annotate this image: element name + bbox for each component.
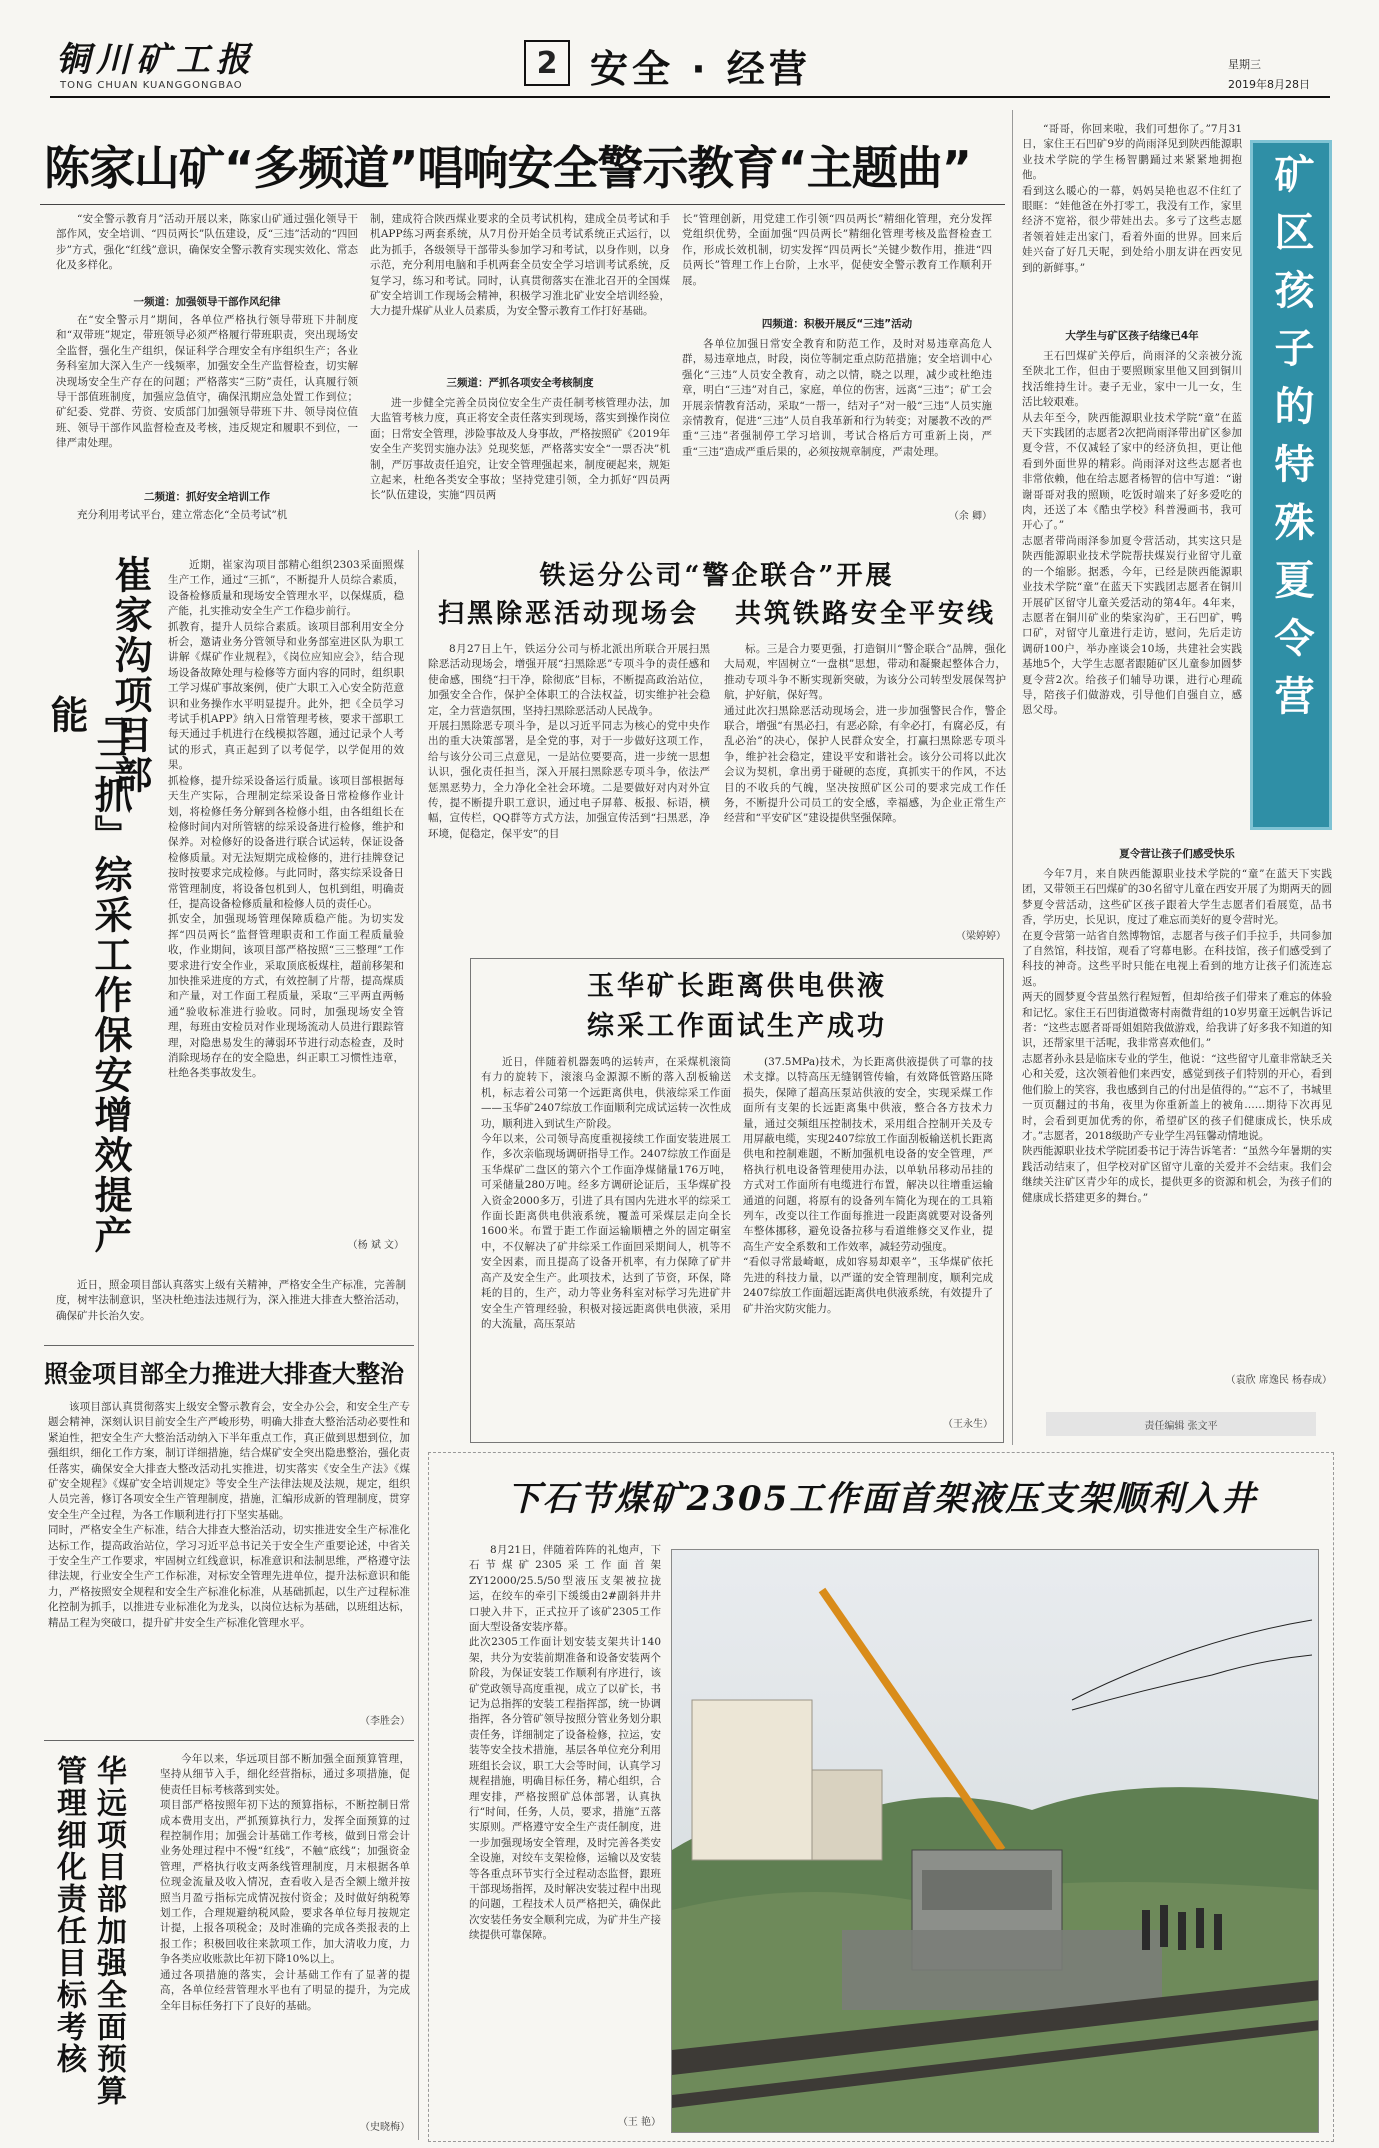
yuhua-title-1: 玉华矿长距离供电供液 <box>587 971 887 1002</box>
lead-title: 陈家山矿“多频道”唱响安全警示教育“主题曲” <box>44 141 971 195</box>
right-column-bottom <box>1022 840 1332 1400</box>
lead-para-1: 在“安全警示月”期间，各单位严格执行领导带班下井制度和“双带班”规定，带班领导必须严格履行带班职责，突出现场安全监督，强化生产组织，保证科学合理安全有序组织生产；各业务科室加大深入生产一线频率，加强安全生产监督检查，切实解决现场安全生产存在的问题；严格落实“三防”责任，认真履行领导干部值班制度，加强应急值守，确保汛期应急处置工作到位；矿纪委、党群、劳资、安质部门加强领导带班下井、领导岗位值班、领导干部作风监督检查及考核，违反规定和履职不到位，一律严肃处理。 <box>56 314 358 450</box>
cuijiagou-tail-wrap <box>56 1278 406 1340</box>
right-body-1: “哥哥，你回来啦，我们可想你了。”7月31日，家住王石凹矿9岁的尚雨泽见到陕西能源职业技术学院的学生杨智鹏踊过来紧紧地拥抱他。 看到这么暖心的一幕，妈妈吴艳也忍不住红了眼眶：“娃他爸在外打零工，我没有工作，家里经济不宽裕，很少带娃出去。多亏了这些志愿者领着娃走出家门，看着外面的世界。回来后娃兴奋了好几天呢，到处给小朋友讲在西安见到的新鲜事。” <box>1022 123 1242 274</box>
lead-para-5: 长”管理创新，用党建工作引领“四员两长”精细化管理，充分发挥党组织优势，全面加强“四员两长”精细化管理考核及监督检查工作，形成长效机制，切实发挥“四员两长”关键少数作用，推进“四员两长”管理工作上台阶，上水平，促使安全警示教育工作顺利开展。 <box>682 213 992 287</box>
divider-1 <box>44 1345 414 1346</box>
tieyun-title-left: 扫黑除恶活动现场会 <box>438 599 700 629</box>
tieyun-author: （梁婷婷） <box>956 931 1006 942</box>
lead-para-3: 制，建成符合陕西煤业要求的全员考试机构，建成全员考试和手机APP练习两套系统，从7月份开始全员考试系统正式运行，以此为抓手，各级领导干部带头参加学习和考试，以身作则，以身示范，充分利用电脑和手机两套全员安全学习培训考试系统，反复学习，练习和考试。同时，认真贯彻落实在淮北召开的全国煤矿安全培训工作现场会精神，积极学习淮北矿业安全培训经验，大力提升煤矿从业人员素质，为安全警示教育工作打好基础。 <box>370 213 670 318</box>
yuhua-article <box>470 958 1004 1443</box>
lead-column-1 <box>56 212 358 532</box>
weekday: 星期三 <box>1228 58 1261 71</box>
tieyun-title-2 <box>428 594 1006 634</box>
huayuan-body-wrap <box>160 1752 410 2137</box>
right-author: （袁欣 席逸民 杨春成） <box>1225 1375 1332 1386</box>
xiashijie-article <box>428 1452 1334 2142</box>
cuijiagou-body-wrap <box>168 558 404 1258</box>
editor-credit: 责任编辑 张文平 <box>1144 1420 1218 1432</box>
column-separator-left <box>418 550 419 2140</box>
zhaojin-body-wrap <box>48 1400 410 1730</box>
lead-para-2: 充分利用考试平台，建立常态化“全员考试”机 <box>77 509 288 521</box>
lead-subhead-4: 四频道：积极开展反“三违”活动 <box>761 318 913 330</box>
yuhua-author: （王永生） <box>943 1419 993 1430</box>
tieyun-col-2: 标。三是合力要更强，打造铜川“警企联合”品牌，强化大局观，牢固树立“一盘棋”思想，带动和凝聚起整体合力，推动专项斗争不断实现新突破，为该分公司转型发展保驾护航，护好航，保好驾。 通过此次扫黑除恶活动现场会，进一步加强警民合作，警企联合，增强“有黑必扫，有恶必除，有伞必打，有腐必反，有乱必治”的决心，保护人民群众安全，打赢扫黑除恶专项斗争，维护社会稳定，建设平安和谐社会。该分公司将以此次会议为契机，拿出勇于碰硬的态度，真抓实干的作风，不达目的不收兵的气魄，坚决按照矿区公司的要求完成工作任务，不断提升公司员工的安全感，幸福感，为企业正常生产经营和“平安矿区”建设提供坚强保障。 <box>724 643 1006 825</box>
huayuan-body: 今年以来，华远项目部不断加强全面预算管理，坚持从细节入手，细化经营指标，通过多项措施，促使责任目标考核落到实处。 项目部严格按照年初下达的预算指标，不断控制日常成本费用支出，严抓预算执行力，发挥全面预算的过程控制作用；加强会计基础工作考核，做到日常会计业务处理过程中不慢“红线”，不触“底线”；加强资金管理，严格执行收支两条线管理制度，月末根据各单位现金流量及收入情况，查看收入是否全额上缴并按照当月盈亏指标完成情况按付资金；及时做好纳税筹划工作，合理规避纳税风险，要求各单位每月按规定计提，上报各项税金；及时准确的完成各类报表的上报工作；积极回收往来款项工作，加大清收力度，力争各类应收账款比年初下降10%以上。 通过各项措施的落实，会计基础工作有了显著的提高，各单位经营管理水平也有了明显的提升，为完成全年目标任务打下了良好的基础。 <box>160 1753 410 2012</box>
cuijiagou-unit: 崔家沟项目部 <box>108 555 152 795</box>
right-body-2: 王石凹煤矿关停后，尚雨泽的父亲被分流至陕北工作，但由于要照顾家里他又回到铜川找活维持生计。妻子无业，家中一儿一女，生活比较艰难。 从去年至今，陕西能源职业技术学院“童”在蓝天下实践团的志愿者2次把尚雨泽带出矿区参加夏令营，不仅减轻了家中的经济负担，更让他看到外面世界的精彩。尚雨泽对这些志愿者也非常依赖，他在给志愿者杨智的信中写道：“谢谢哥哥对我的照顾，吃饭时端来了好多爱吃的肉，还送了本《酷虫学校》科普漫画书，我可开心了。” 志愿者带尚雨泽参加夏令营活动，其实这只是陕西能源职业技术学院帮扶煤炭行业留守儿童的一个缩影。据悉，今年，已经是陕西能源职业技术学院“童”在蓝天下实践团志愿者在铜川开展矿区留守儿童关爱活动的第4年。4年来，志愿者在铜川矿业的柴家沟矿，王石凹矿，鸭口矿，对留守儿童进行走访，慰问，先后走访调研100户，举办座谈会10场，共建社会实践基地5个，大学生志愿者跟随矿区儿童参加圆梦夏令营2次。给孩子们辅导功课，进行心理疏导，陪孩子们做游戏，引导他们自强自立，感恩父母。 <box>1022 350 1242 717</box>
yuhua-col-1: 近日，伴随着机器轰鸣的运转声，在采煤机滚筒有力的旋转下，滚滚乌金源源不断的落入刮板输送机，标志着公司第一个远距离供电，供液综采工作面——玉华矿2407综放工作面顺利完成试运转一次性成功，顺利进入到试生产阶段。 今年以来，公司领导高度重视接续工作面安装进展工作，多次亲临现场调研指导工作。2407综放工作面是玉华煤矿二盘区的第六个工作面净煤储量176万吨，可采储量280万吨。经多方调研论证后，玉华煤矿投入资金2000多万，引进了具有国内先进水平的综采工作面长距离供电供液系统，覆盖可采煤层走向全长1600米。布置于距工作面运输顺槽之外的固定硐室中，不仅解决了矿井综采工作面回采期间人，机等不安全因素，而且提高了设备开机率，有力保障了矿井高产及安全生产。此项技术，达到了节资，环保，降耗的目的，生产，动力等业务科室对标学习先进矿井安全生产管理经验，积极对接远距离供电供液，采用的大流量，高压泵站 <box>481 1056 731 1330</box>
cuijiagou-title <box>44 555 164 1255</box>
cuijiagou-author: （杨 斌 文） <box>347 1240 404 1251</box>
zhaojin-title: 照金项目部全力推进大排查大整治 <box>44 1360 404 1388</box>
masthead-rule <box>50 96 1330 98</box>
lead-author: （余 卿） <box>948 511 992 522</box>
right-body-3: 今年7月，来自陕西能源职业技术学院的“童”在蓝天下实践团，又带领王石凹煤矿的30名留守儿童在西安开展了为期两天的圆梦夏令营活动，这些矿区孩子跟着大学生志愿者们看展览，品书香，学历史，长见识，度过了难忘而美好的夏令营时光。 在夏令营第一站省自然博物馆，志愿者与孩子们手拉手，共同参加了自然馆，科技馆，观看了穹幕电影。在科技馆，孩子们感受到了科技的神奇。这些平时只能在电视上看到的地方让孩子们流连忘返。 两天的圆梦夏令营虽然行程短暂，但却给孩子们带来了难忘的体验和记忆。家住王石凹街道微寄村南微背组的10岁男童王远帆告诉记者：“这些志愿者哥哥姐姐陪我做游戏，给我讲了好多我不知道的知识，还帮家里干活呢，我非常喜欢他们。” 志愿者孙永县是临床专业的学生，他说：“这些留守儿童非常缺乏关心和关爱，这次领着他们来西安，感觉到孩子们特别的开心，看到他们脸上的笑容，我也感到自己的付出是值得的。”“忘不了，书城里一页页翻过的书角，夜里为你重新盖上的被角……期待下次再见时，会看到更加优秀的你，希望矿区的孩子们健康成长，快乐成才。”志愿者，2018级助产专业学生冯钰馨动情地说。 陕西能源职业技术学院团委书记于涛告诉笔者：“虽然今年暑期的实践活动结束了，但学校对矿区留守儿童的关爱并不会结束。我们会继续关注矿区青少年的成长，提供更多的资源和机会，为孩子们的健康成长搭建更多的舞台。” <box>1022 868 1332 1204</box>
huayuan-headline: 华远项目部加强全面预算管理细化责任目标考核 <box>51 1755 126 2107</box>
lead-intro: “安全警示教育月”活动开展以来，陈家山矿通过强化领导干部作风，安全培训、“四员两长”队伍建设，反“三违”活动的“四回步”方式，强化“红线”意识，确保安全警示教育实现实效化、常态化及多样化。 <box>56 213 358 272</box>
lead-subhead-1: 一频道：加强领导干部作风纪律 <box>133 296 281 308</box>
tieyun-article <box>428 550 1006 952</box>
yuhua-title-2: 综采工作面试生产成功 <box>587 1011 887 1042</box>
tieyun-title-1: 铁运分公司“警企联合”开展 <box>539 561 895 591</box>
lead-para-4: 进一步健全完善全员岗位安全生产责任制考核管理办法，加大监管考核力度，真正将安全责任落实到现场，落实到操作岗位面；日常安全管理，涉险事故及人身事故，严格按照矿《2019年安全生产奖罚实施办法》兑现奖惩，严格落实安全“一票否决”机制，严厉事故责任追究，让安全管理强起来，制度硬起来，规矩立起来，杜绝各类安全事故；坚持党建引领，全力抓好“四员两长”队伍建设，实施“四员两 <box>370 397 670 502</box>
lead-title-rule <box>40 204 1005 205</box>
tieyun-col-2-wrap <box>724 642 1006 942</box>
huayuan-author: （史晓梅） <box>360 2122 410 2133</box>
column-separator-right <box>1012 110 1013 1445</box>
right-subhead-2: 夏令营让孩子们感受快乐 <box>1119 848 1235 860</box>
cuijiagou-tail: 近日，照金项目部认真落实上级有关精神，严格安全生产标准，完善制度，树牢法制意识，坚决杜绝违法违规行为，深入推进大排查大整治活动，确保矿井长治久安。 <box>56 1279 406 1322</box>
page-number-box <box>524 40 570 86</box>
lead-subhead-2: 二频道：抓好安全培训工作 <box>144 491 270 503</box>
yuhua-col-2: (37.5MPa)技术，为长距离供液提供了可靠的技术支撑。以特高压无缝钢管传输，有效降低管路压降损失，保障了超高压泵站供液的安全，实现采煤工作面所有支架的长远距离集中供液，整合各方技术力量，通过交频组压控制技术，采用组合控制开关及专用屏蔽电缆，实现2407综放工作面刮板输送机长距离供电和控制难题，不断加强机电设备的安全管理，严格执行机电设备管理使用办法，以单轨吊移动吊挂的方式对工作面所有电缆进行布置，解决以往增重运输通道的问题，将原有的设备列车简化为现在的工具箱列车，改变以往工作面每推进一段距离就要对设备列车整体挪移，避免设备拉移与看道维修交叉作业，提高生产安全系数和工作效率，减轻劳动强度。 “看似寻常最崎岖，成如容易却艰辛”，玉华煤矿依托先进的科技力量，以严谨的安全管理制度，顺利完成2407综放工作面超远距离供电供液系统，有效提升了矿井治灾防灾能力。 <box>743 1056 993 1315</box>
tieyun-col-1: 8月27日上午，铁运分公司与桥北派出所联合开展扫黑除恶活动现场会，增强开展“扫黑除恶”专项斗争的责任感和使命感，围绕“扫干净，除彻底”目标，不断提高政治站位，加强安全合作，保护全体职工的合法权益，切实维护社会稳定，全力营造氛围，坚持扫黑除恶活动人民战争。 开展扫黑除恶专项斗争，是以习近平同志为核心的党中央作出的重大决策部署，是全党的事，对于一步做好这项工作，给与该分公司三点意见，一是站位要要高，进一步统一思想认识，强化责任担当，深入开展扫黑除恶专项斗争，依法严惩黑恶势力，全力净化全社会环境。二是要做好对内对外宣传，提不断提升职工意识，通过电子屏幕、板报、标语，横幅，宣传栏，QQ群等方式方法，加强宣传活到“扫黑恶，净环境，促稳定，保平安”的目 <box>428 643 710 840</box>
cuijiagou-headline: 『三抓』综采工作保安增效提产能 <box>44 695 132 1255</box>
paper-pinyin: TONG CHUAN KUANGGONGBAO <box>60 80 243 91</box>
paper-name: 铜川矿工报 <box>56 40 256 80</box>
yuhua-columns <box>481 1055 993 1430</box>
zhaojin-body: 该项目部认真贯彻落实上级安全警示教育会，安全办公会，和安全生产专题会精神，深刻认识目前安全生产严峻形势，明确大排查大整治活动必要性和紧迫性，把安全生产大整治活动纳入下半年重点工作，真正做到思想到位，加强组织，细化工作方案，制订详细措施，结合煤矿安全突出隐患整治，强化责任落实，确保安全大排查大整改活动扎实推进，切实落实《安全生产法》《煤矿安全规程》《煤矿安全培训规定》等安全生产法律法规及法规，规定，组织人员完善，修订各项安全生产管理制度，措施，汇编形成新的管理制度，贯穿安全生产全过程，为各工作顺利进行打下坚实基础。 同时，严格安全生产标准，结合大排查大整治活动，切实推进安全生产标准化达标工作，提高政治站位，学习习近平总书记关于安全生产重要论述，中省关于安全生产工作要求，牢固树立红线意识，标准意识和法制思维，严格遵守法律法规，行业安全生产工作标准，对标安全管理先进单位，提升法标意识和能力，严格按照安全规程和安全生产标准化标准，从基础抓起，以生产过程标准化控制为抓手，以推进专业标准化为龙头，以岗位达标为基础，以班组达标，精品工程为突破口，提升矿井安全生产标准化管理水平。 <box>48 1401 410 1629</box>
lead-column-2 <box>370 212 670 532</box>
divider-2 <box>44 1740 414 1741</box>
xiashijie-body: 8月21日，伴随着阵阵的礼炮声，下石节煤矿2305采工作面首架ZY12000/25.5/50型液压支架被拉拢运，在绞车的牵引下缓缓由2#副斜井井口驶入井下，正式拉开了该矿2305工作面大型设备安装序幕。 此次2305工作面计划安装支架共计140架，共分为安装前期准备和设备安装两个阶段，为保证安装工作顺利有序进行，该矿党政领导高度重视，成立了以矿长，书记为总指挥的安装工程指挥部，统一协调指挥，各分管矿领导按照分管业务划分职责任务，详细制定了设备检修，拉运，安装等安全技术措施，基层各单位充分利用班组长会议，职工大会等时间，认真学习规程措施，明确目标任务，精心组织，合理安排，严格按照矿总体部署，认真执行“时间，任务，人员，要求，措施”五落实原则。严格遵守安全生产责任制度，进一步加强现场安全管理，及时完善各类安全设施，对绞车支架检修，运输以及安装等各重点环节实行全过程动态监督，跟班干部现场指挥，及时解决安装过程中出现的问题，工程技术人员严格把关，确保此次安装任务安全顺利完成，为矿井生产接续提供可靠保障。 <box>469 1544 661 1942</box>
page-section: 安全 · 经营 <box>590 47 811 91</box>
lead-column-3 <box>682 212 992 532</box>
xiashijie-body-wrap <box>469 1543 661 2133</box>
page-number: 2 <box>536 45 558 81</box>
right-column-top <box>1022 122 1242 832</box>
lead-para-6: 各单位加强日常安全教育和防范工作，及时对易违章高危人群，易违章地点，时段，岗位等制定重点防范措施；安全培训中心强化“三违”人员安全教育，动之以情，晓之以理，减少或杜绝违章，明白“三违”对自己，家庭，单位的伤害，远离“三违”；矿工会开展亲情教育活动，采取“一帮一，结对子”对一般“三违”人员实施亲情教育，促进“三违”人员自我革新和行为转变；对屡教不改的严重“三违”者强制停工学习培训，考试合格后方可重新上岗，严重“三违”造成严重后果的，必须按规章制度，严肃处理。 <box>682 338 992 458</box>
editor-box <box>1046 1412 1316 1436</box>
lead-subhead-3: 三频道：严抓各项安全考核制度 <box>446 377 594 389</box>
tieyun-title-right: 共筑铁路安全平安线 <box>734 599 996 629</box>
zhaojin-author: （李胜会） <box>360 1716 410 1727</box>
masthead <box>0 0 1379 100</box>
xiashijie-title: 下石节煤矿2305工作面首架液压支架顺利入井 <box>506 1479 1258 1519</box>
tieyun-columns <box>428 642 1006 942</box>
site-photo-illustration <box>672 1550 1319 2133</box>
xiashijie-author: （王 艳） <box>617 2117 661 2128</box>
calligraphy-text: 矿区孩子的特殊夏令营 <box>1268 153 1315 733</box>
calligraphy-banner <box>1250 140 1332 830</box>
xiashijie-photo <box>671 1549 1319 2133</box>
right-subhead-1: 大学生与矿区孩子结缘已4年 <box>1065 330 1199 342</box>
yuhua-col-2-wrap <box>743 1055 993 1430</box>
date: 2019年8月28日 <box>1228 78 1310 91</box>
cuijiagou-body: 近期，崔家沟项目部精心组织2303采面照煤生产工作，通过“三抓”，不断提升人员综合素质，设备检修质量和现场安全管理水平，以保煤质，稳产能，扎实推动安全生产工作稳步前行。 抓教育，提升人员综合素质。该项目部利用安全分析会，邀请业务分管领导和业务部室进区队为职工讲解《煤矿作业规程》，《岗位应知应会》，结合现场设备故障处理与检修等方面内容的同时，组织职工学习煤矿事故案例，使广大职工入心安全防范意识和业务操作水平明显提升。此外，把《全员学习考试手机APP》纳入日常管理考核，要求干部职工每天通过手机进行在线模拟答题，通过记录个人考试的形式，真正起到了以考促学，以学促用的效果。 抓检修，提升综采设备运行质量。该项目部根据每天生产实际，合理制定综采设备日常检修作业计划，将检修任务分解到各检修小组，由各组组长在检修时间内对所管辖的综采设备进行检修，维护和保养。对检修好的设备进行联合试运转，保证设备检修质量。对无法短期完成检修的，进行挂牌登记按时按要求完成检修。与此同时，落实综采设备日常管理制度，将设备包机到人，包机到组，明确责任，提高设备检修质量和检修人员的责任心。 抓安全，加强现场管理保障质稳产能。为切实发挥“四员两长”监督管理职责和工作面工程质量验收，作业期间，该项目部严格按照“三三整理”工作要求进行安全作业，采取顶底板煤柱，超前移架和加快推采进度的方式，有效控制了片帮，提高煤质和产量，对工作面工程质量，采取“三平两直两畅通”验收标准进行验收。同时，加强现场安全管理，每班由安检员对作业现场流动人员进行跟踪管理，对隐患易发生的薄弱环节进行动态检查，及时消除现场存在的安全隐患，纠正职工习惯性违章，杜绝各类事故发生。 <box>168 559 404 1080</box>
